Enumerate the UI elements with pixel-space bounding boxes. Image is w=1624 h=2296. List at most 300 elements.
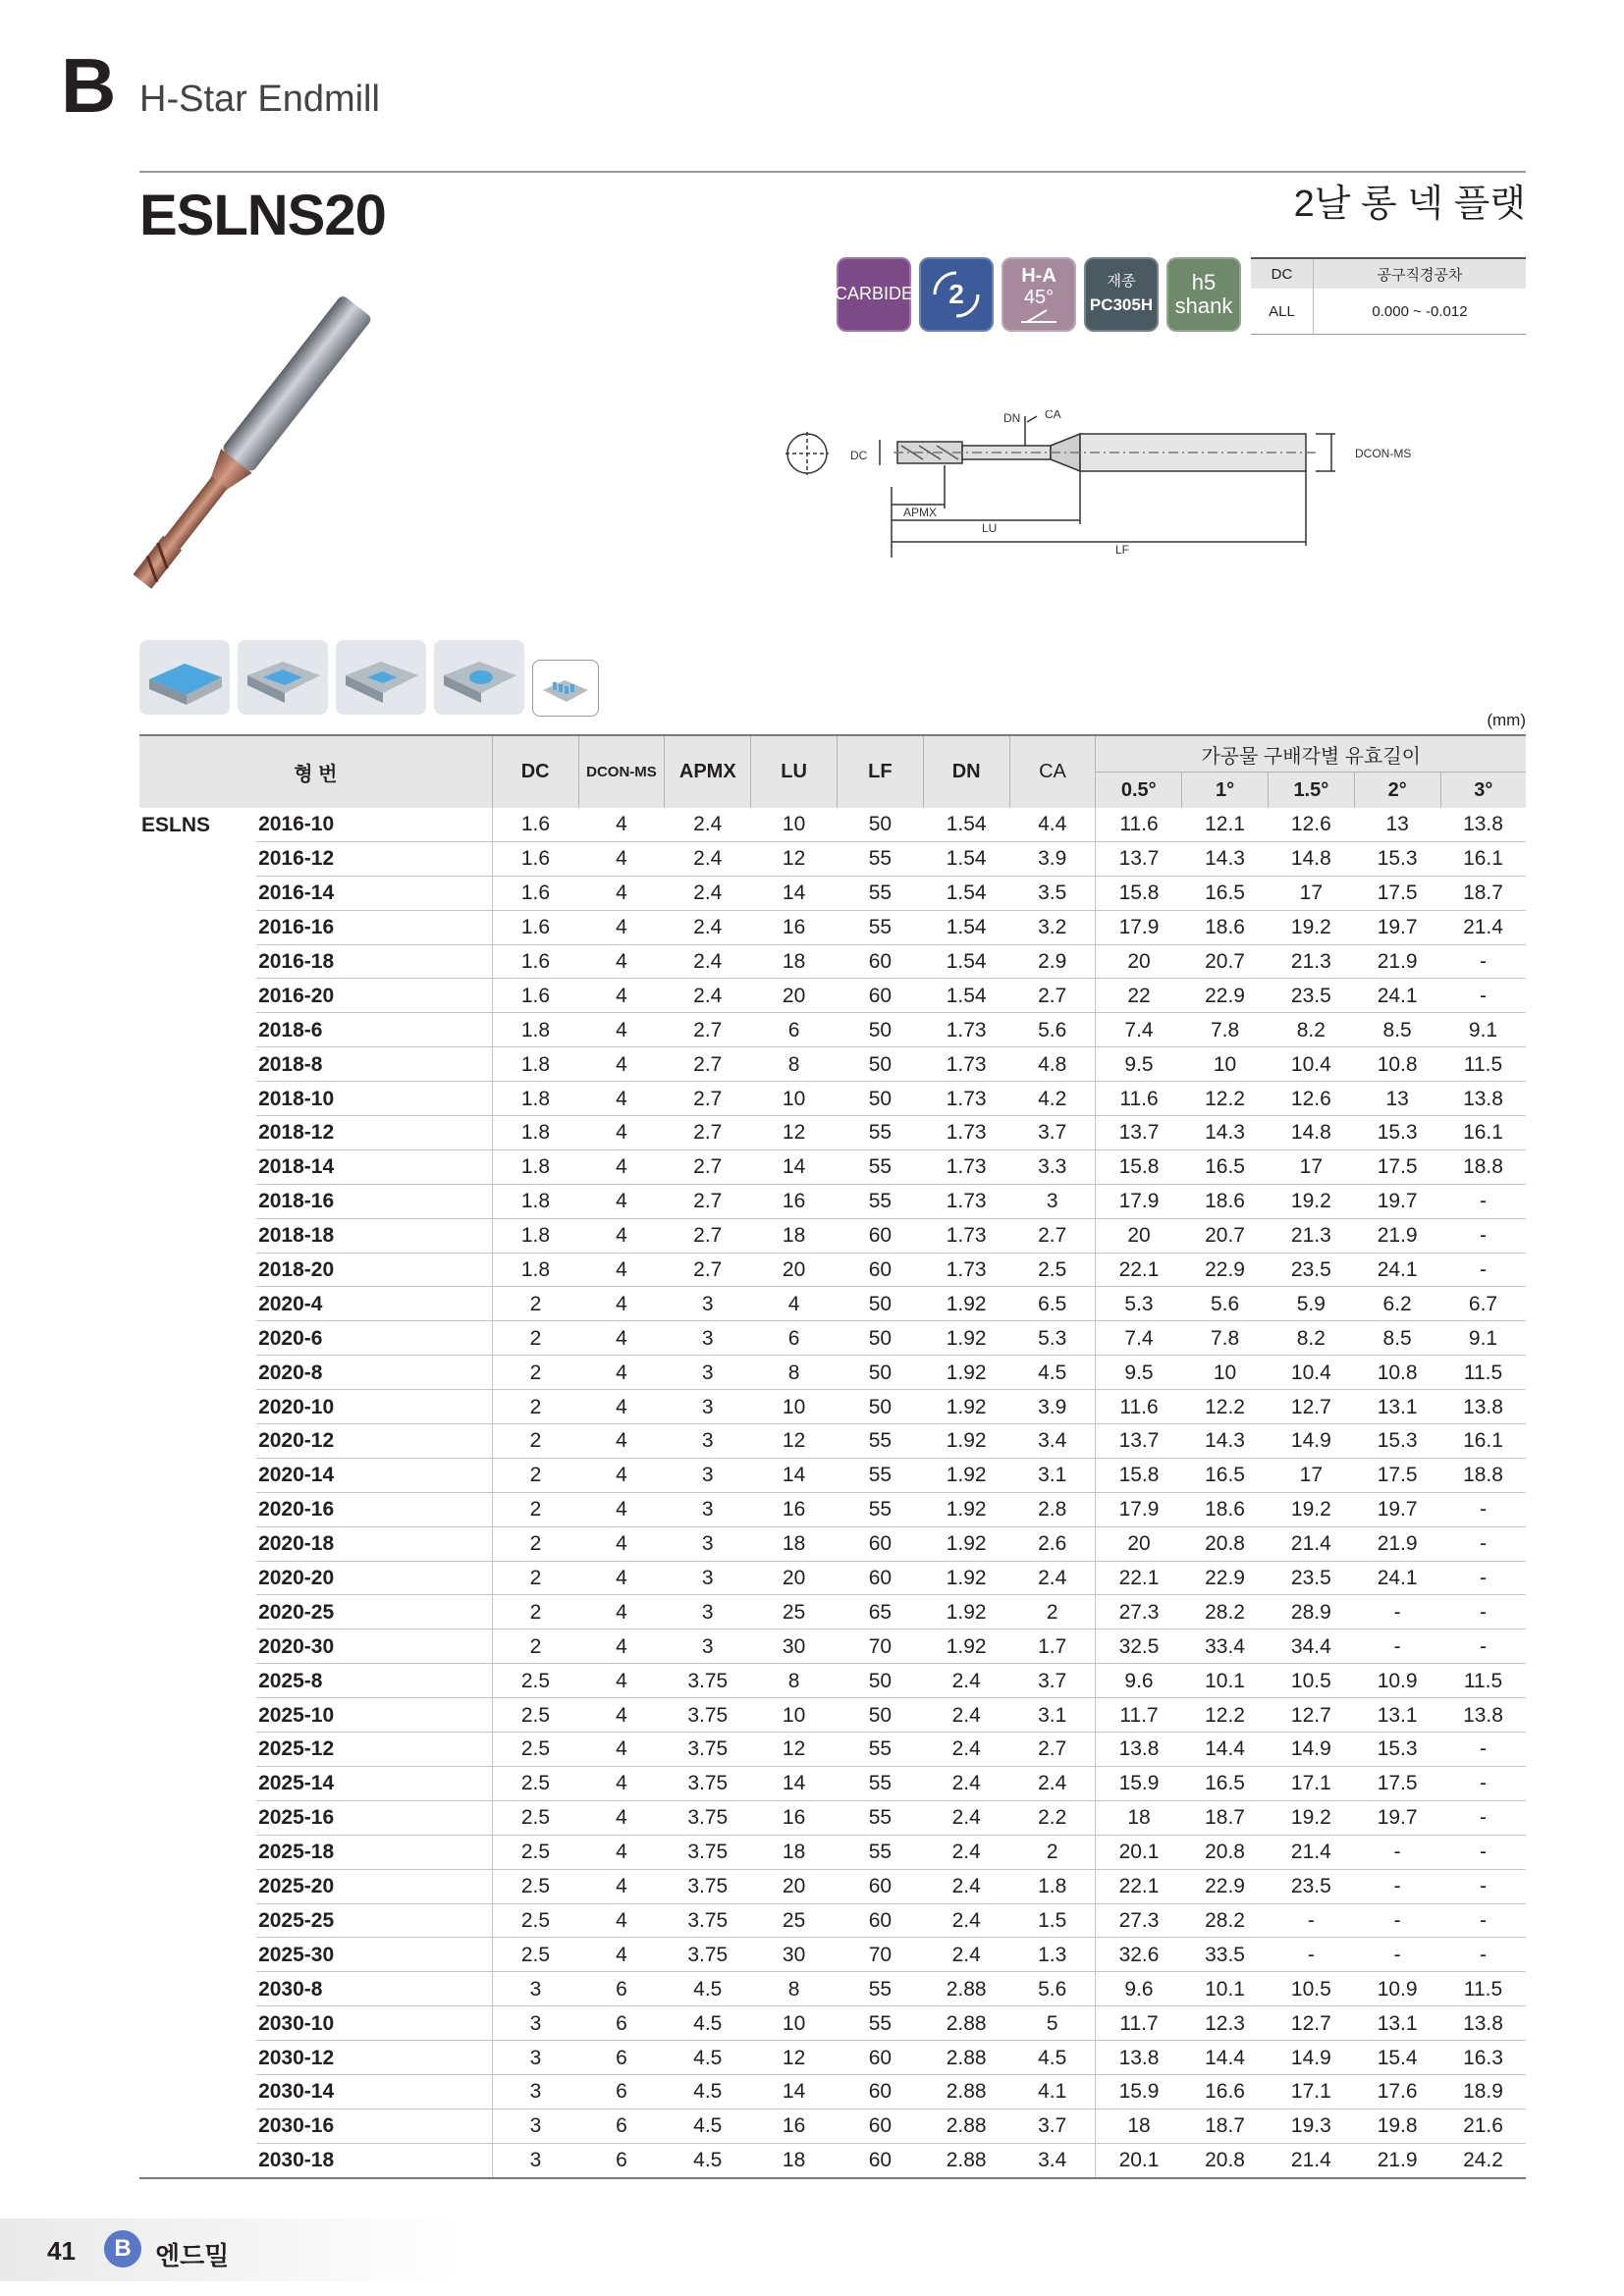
effective-length-cell: 20 [1096, 944, 1182, 979]
lu-cell: 30 [751, 1629, 838, 1664]
effective-length-cell: 21.3 [1268, 944, 1354, 979]
effective-length-cell: - [1440, 1526, 1526, 1561]
table-row [139, 1800, 1526, 1835]
effective-length-cell: 13.1 [1354, 1698, 1440, 1733]
product-subtitle: 2날 롱 넥 플랫 [1293, 184, 1526, 225]
header-divider [139, 171, 1526, 173]
apmx-cell: 3.75 [665, 1903, 751, 1938]
dn-cell: 1.73 [923, 1047, 1009, 1082]
model-cell: 2030-18 [256, 2143, 492, 2177]
dc-cell: 1.8 [492, 1218, 578, 1253]
dn-cell: 2.88 [923, 2006, 1009, 2041]
effective-length-cell: 14.4 [1182, 1733, 1269, 1767]
apmx-cell: 2.7 [665, 1013, 751, 1047]
ca-cell: 3.9 [1009, 1390, 1096, 1424]
effective-length-cell: 13.7 [1096, 1424, 1182, 1459]
table-row [139, 1629, 1526, 1664]
spec-table [139, 734, 1526, 2179]
effective-length-cell: 20 [1096, 1526, 1182, 1561]
dn-cell: 2.88 [923, 2041, 1009, 2075]
effective-length-cell: - [1440, 1938, 1526, 1972]
lf-cell: 60 [837, 2109, 923, 2143]
series-cell [139, 1390, 256, 1424]
effective-length-cell: - [1440, 944, 1526, 979]
lf-cell: 55 [837, 1766, 923, 1800]
apmx-cell: 3 [665, 1287, 751, 1321]
effective-length-cell: 10 [1182, 1047, 1269, 1082]
lu-cell: 25 [751, 1903, 838, 1938]
effective-length-cell: 16.1 [1440, 1424, 1526, 1459]
effective-length-cell: 10 [1182, 1356, 1269, 1390]
series-cell [139, 2143, 256, 2177]
model-cell: 2016-14 [256, 876, 492, 910]
effective-length-cell: 8.2 [1268, 1321, 1354, 1356]
dc-cell: 1.8 [492, 1149, 578, 1184]
dn-cell: 2.4 [923, 1800, 1009, 1835]
spec-table-body [139, 808, 1526, 2178]
effective-length-cell: 14.8 [1268, 1116, 1354, 1150]
apmx-cell: 2.7 [665, 1116, 751, 1150]
effective-length-cell: - [1268, 1938, 1354, 1972]
dc-cell: 2.5 [492, 1903, 578, 1938]
effective-length-cell: 16.5 [1182, 1149, 1269, 1184]
effective-length-cell: 18.7 [1182, 2109, 1269, 2143]
badge-shank-line2: shank [1174, 294, 1233, 318]
dn-cell: 1.54 [923, 841, 1009, 876]
effective-length-cell: 5.9 [1268, 1287, 1354, 1321]
header-lu: LU [751, 735, 838, 808]
effective-length-cell: 19.2 [1268, 910, 1354, 944]
effective-length-cell: 9.5 [1096, 1356, 1182, 1390]
ca-cell: 2.2 [1009, 1800, 1096, 1835]
ca-cell: 2 [1009, 1835, 1096, 1869]
effective-length-cell: 14.3 [1182, 1116, 1269, 1150]
model-cell: 2018-14 [256, 1149, 492, 1184]
lu-cell: 6 [751, 1321, 838, 1356]
dn-cell: 2.4 [923, 1869, 1009, 1903]
lf-cell: 50 [837, 808, 923, 841]
dc-cell: 2 [492, 1321, 578, 1356]
dc-cell: 3 [492, 2041, 578, 2075]
effective-length-cell: 11.5 [1440, 1664, 1526, 1698]
effective-length-cell: - [1354, 1595, 1440, 1629]
dc-cell: 1.8 [492, 1184, 578, 1218]
table-row [139, 2109, 1526, 2143]
effective-length-cell: 16.3 [1440, 2041, 1526, 2075]
effective-length-cell: 13.8 [1440, 2006, 1526, 2041]
apmx-cell: 3 [665, 1595, 751, 1629]
table-row [139, 1492, 1526, 1526]
effective-length-cell: 8.5 [1354, 1013, 1440, 1047]
effective-length-cell: 19.7 [1354, 1800, 1440, 1835]
table-row [139, 979, 1526, 1013]
table-row [139, 1835, 1526, 1869]
effective-length-cell: 15.3 [1354, 841, 1440, 876]
model-cell: 2018-12 [256, 1116, 492, 1150]
table-row [139, 1766, 1526, 1800]
series-cell [139, 1082, 256, 1116]
model-cell: 2020-16 [256, 1492, 492, 1526]
ca-cell: 3.2 [1009, 910, 1096, 944]
dn-cell: 2.88 [923, 2074, 1009, 2109]
lf-cell: 50 [837, 1664, 923, 1698]
apmx-cell: 3 [665, 1526, 751, 1561]
model-cell: 2016-18 [256, 944, 492, 979]
effective-length-cell: 19.7 [1354, 910, 1440, 944]
dn-cell: 2.88 [923, 1972, 1009, 2006]
model-cell: 2020-6 [256, 1321, 492, 1356]
table-row [139, 1561, 1526, 1595]
effective-length-cell: 19.7 [1354, 1492, 1440, 1526]
dcon-cell: 4 [578, 1526, 665, 1561]
effective-length-cell: 22.1 [1096, 1869, 1182, 1903]
effective-length-cell: 14.3 [1182, 1424, 1269, 1459]
effective-length-cell: 22.1 [1096, 1253, 1182, 1287]
lu-cell: 12 [751, 1116, 838, 1150]
lf-cell: 50 [837, 1082, 923, 1116]
effective-length-cell: 18 [1096, 2109, 1182, 2143]
lf-cell: 55 [837, 1424, 923, 1459]
dc-cell: 1.6 [492, 944, 578, 979]
effective-length-cell: 20.8 [1182, 1835, 1269, 1869]
apmx-cell: 4.5 [665, 1972, 751, 2006]
lu-cell: 18 [751, 1218, 838, 1253]
dcon-cell: 4 [578, 1082, 665, 1116]
model-cell: 2018-18 [256, 1218, 492, 1253]
dn-cell: 2.88 [923, 2109, 1009, 2143]
series-cell [139, 1424, 256, 1459]
effective-length-cell: 8.5 [1354, 1321, 1440, 1356]
label-dcon: DCON-MS [1355, 447, 1412, 460]
effective-length-cell: - [1440, 1595, 1526, 1629]
model-cell: 2020-30 [256, 1629, 492, 1664]
effective-length-cell: 13.7 [1096, 1116, 1182, 1150]
lf-cell: 55 [837, 910, 923, 944]
series-cell [139, 1766, 256, 1800]
table-row [139, 876, 1526, 910]
effective-length-cell: 22.9 [1182, 979, 1269, 1013]
ca-cell: 2.7 [1009, 1733, 1096, 1767]
ca-cell: 2.9 [1009, 944, 1096, 979]
dn-cell: 1.92 [923, 1629, 1009, 1664]
dcon-cell: 4 [578, 979, 665, 1013]
model-cell: 2020-20 [256, 1561, 492, 1595]
lu-cell: 6 [751, 1013, 838, 1047]
series-cell [139, 910, 256, 944]
header-effective-length: 가공물 구배각별 유효길이 [1096, 735, 1526, 773]
series-cell [139, 1321, 256, 1356]
lu-cell: 16 [751, 910, 838, 944]
header-angle-1: 1° [1182, 773, 1269, 809]
effective-length-cell: 21.3 [1268, 1218, 1354, 1253]
ca-cell: 2.4 [1009, 1561, 1096, 1595]
effective-length-cell: 20 [1096, 1218, 1182, 1253]
dcon-cell: 4 [578, 1629, 665, 1664]
apmx-cell: 2.7 [665, 1082, 751, 1116]
effective-length-cell: 21.4 [1268, 1526, 1354, 1561]
dcon-cell: 4 [578, 1424, 665, 1459]
effective-length-cell: 11.6 [1096, 1082, 1182, 1116]
effective-length-cell: 17.6 [1354, 2074, 1440, 2109]
label-dn: DN [1003, 411, 1021, 425]
effective-length-cell: 18.6 [1182, 910, 1269, 944]
header-ca: CA [1009, 735, 1096, 808]
header-angle-2: 1.5° [1268, 773, 1354, 809]
dcon-cell: 4 [578, 1356, 665, 1390]
effective-length-cell: 24.1 [1354, 979, 1440, 1013]
effective-length-cell: 19.2 [1268, 1800, 1354, 1835]
dcon-cell: 4 [578, 1458, 665, 1492]
application-helical-icon [434, 640, 524, 715]
dcon-cell: 4 [578, 1149, 665, 1184]
lu-cell: 16 [751, 2109, 838, 2143]
effective-length-cell: 22.9 [1182, 1869, 1269, 1903]
lu-cell: 20 [751, 1869, 838, 1903]
dcon-cell: 4 [578, 841, 665, 876]
lu-cell: 16 [751, 1800, 838, 1835]
effective-length-cell: 28.2 [1182, 1595, 1269, 1629]
series-cell [139, 1184, 256, 1218]
effective-length-cell: 6.7 [1440, 1287, 1526, 1321]
effective-length-cell: - [1440, 1869, 1526, 1903]
apmx-cell: 4.5 [665, 2006, 751, 2041]
table-row [139, 1458, 1526, 1492]
dn-cell: 1.73 [923, 1253, 1009, 1287]
table-row [139, 1356, 1526, 1390]
effective-length-cell: 6.2 [1354, 1287, 1440, 1321]
series-cell [139, 1664, 256, 1698]
series-cell [139, 1149, 256, 1184]
dcon-cell: 4 [578, 1492, 665, 1526]
lu-cell: 12 [751, 841, 838, 876]
table-row [139, 1664, 1526, 1698]
effective-length-cell: 11.6 [1096, 1390, 1182, 1424]
effective-length-cell: 9.6 [1096, 1664, 1182, 1698]
dc-cell: 2.5 [492, 1938, 578, 1972]
badge-flutes-label: 2 [948, 278, 964, 309]
series-cell [139, 1972, 256, 2006]
dc-cell: 1.8 [492, 1253, 578, 1287]
lf-cell: 55 [837, 2006, 923, 2041]
lf-cell: 60 [837, 979, 923, 1013]
effective-length-cell: 13.1 [1354, 2006, 1440, 2041]
lu-cell: 10 [751, 808, 838, 841]
series-cell [139, 1047, 256, 1082]
apmx-cell: 4.5 [665, 2143, 751, 2177]
tolerance-value: 0.000 ~ -0.012 [1313, 289, 1526, 335]
effective-length-cell: 13.8 [1440, 1082, 1526, 1116]
effective-length-cell: - [1268, 1903, 1354, 1938]
effective-length-cell: 33.5 [1182, 1938, 1269, 1972]
header-lf: LF [837, 735, 923, 808]
effective-length-cell: 14.4 [1182, 2041, 1269, 2075]
lu-cell: 20 [751, 1561, 838, 1595]
ca-cell: 1.8 [1009, 1869, 1096, 1903]
effective-length-cell: 27.3 [1096, 1595, 1182, 1629]
effective-length-cell: - [1440, 1629, 1526, 1664]
effective-length-cell: 17.5 [1354, 1149, 1440, 1184]
lf-cell: 55 [837, 1733, 923, 1767]
lf-cell: 55 [837, 1800, 923, 1835]
table-row [139, 1938, 1526, 1972]
table-row [139, 1082, 1526, 1116]
lf-cell: 65 [837, 1595, 923, 1629]
dn-cell: 1.92 [923, 1595, 1009, 1629]
model-cell: 2020-4 [256, 1287, 492, 1321]
dcon-cell: 4 [578, 1800, 665, 1835]
effective-length-cell: 17.1 [1268, 1766, 1354, 1800]
apmx-cell: 3 [665, 1492, 751, 1526]
dc-cell: 1.6 [492, 841, 578, 876]
lu-cell: 10 [751, 1698, 838, 1733]
ca-cell: 2.8 [1009, 1492, 1096, 1526]
effective-length-cell: - [1440, 1218, 1526, 1253]
apmx-cell: 2.4 [665, 979, 751, 1013]
lf-cell: 50 [837, 1356, 923, 1390]
tool-photo [134, 277, 585, 630]
dc-cell: 2 [492, 1424, 578, 1459]
badge-carbide-label: CARBIDE [835, 284, 914, 304]
effective-length-cell: 8.2 [1268, 1013, 1354, 1047]
ca-cell: 1.7 [1009, 1629, 1096, 1664]
dn-cell: 1.73 [923, 1218, 1009, 1253]
effective-length-cell: - [1440, 1253, 1526, 1287]
series-cell [139, 2109, 256, 2143]
effective-length-cell: 9.5 [1096, 1047, 1182, 1082]
effective-length-cell: - [1354, 1835, 1440, 1869]
label-ca: CA [1045, 410, 1061, 421]
apmx-cell: 3 [665, 1561, 751, 1595]
dn-cell: 2.88 [923, 2143, 1009, 2177]
series-cell [139, 944, 256, 979]
dc-cell: 3 [492, 2006, 578, 2041]
apmx-cell: 3 [665, 1458, 751, 1492]
effective-length-cell: 18 [1096, 1800, 1182, 1835]
dn-cell: 1.92 [923, 1561, 1009, 1595]
effective-length-cell: 13.8 [1440, 1698, 1526, 1733]
effective-length-cell: 10.9 [1354, 1664, 1440, 1698]
lf-cell: 60 [837, 1526, 923, 1561]
table-row [139, 1184, 1526, 1218]
series-cell [139, 2074, 256, 2109]
dn-cell: 1.92 [923, 1321, 1009, 1356]
dc-cell: 2 [492, 1287, 578, 1321]
effective-length-cell: 18.7 [1440, 876, 1526, 910]
apmx-cell: 3 [665, 1390, 751, 1424]
effective-length-cell: 11.7 [1096, 2006, 1182, 2041]
badge-grade-line2: PC305H [1089, 294, 1154, 314]
dn-cell: 1.54 [923, 876, 1009, 910]
effective-length-cell: 14.9 [1268, 1424, 1354, 1459]
model-cell: 2016-16 [256, 910, 492, 944]
ca-cell: 2.7 [1009, 979, 1096, 1013]
label-dc: DC [850, 449, 868, 462]
apmx-cell: 2.4 [665, 876, 751, 910]
effective-length-cell: 22.9 [1182, 1561, 1269, 1595]
label-lu: LU [982, 521, 998, 535]
effective-length-cell: 13.8 [1440, 808, 1526, 841]
series-cell [139, 1356, 256, 1390]
lf-cell: 70 [837, 1629, 923, 1664]
table-row [139, 1013, 1526, 1047]
lu-cell: 8 [751, 1356, 838, 1390]
dn-cell: 2.4 [923, 1938, 1009, 1972]
effective-length-cell: 12.3 [1182, 2006, 1269, 2041]
effective-length-cell: 7.4 [1096, 1321, 1182, 1356]
lu-cell: 14 [751, 1458, 838, 1492]
label-lf: LF [1115, 543, 1130, 557]
product-code: ESLNS20 [139, 184, 386, 247]
header-dc: DC [492, 735, 578, 808]
lu-cell: 12 [751, 1733, 838, 1767]
effective-length-cell: 20.7 [1182, 1218, 1269, 1253]
lf-cell: 60 [837, 1903, 923, 1938]
badge-helix-angle [1001, 257, 1076, 332]
effective-length-cell: 33.4 [1182, 1629, 1269, 1664]
model-cell: 2025-25 [256, 1903, 492, 1938]
dcon-cell: 4 [578, 1047, 665, 1082]
model-cell: 2025-10 [256, 1698, 492, 1733]
dcon-cell: 4 [578, 1013, 665, 1047]
dc-cell: 1.8 [492, 1116, 578, 1150]
effective-length-cell: 32.6 [1096, 1938, 1182, 1972]
apmx-cell: 3.75 [665, 1733, 751, 1767]
dn-cell: 1.73 [923, 1184, 1009, 1218]
ca-cell: 6.5 [1009, 1287, 1096, 1321]
footer-section-badge: B [104, 2230, 141, 2268]
ca-cell: 4.8 [1009, 1047, 1096, 1082]
table-row [139, 1869, 1526, 1903]
model-cell: 2018-20 [256, 1253, 492, 1287]
table-row [139, 1047, 1526, 1082]
effective-length-cell: 11.5 [1440, 1047, 1526, 1082]
dcon-cell: 4 [578, 1116, 665, 1150]
effective-length-cell: - [1440, 979, 1526, 1013]
model-cell: 2030-14 [256, 2074, 492, 2109]
dn-cell: 1.92 [923, 1390, 1009, 1424]
effective-length-cell: 21.9 [1354, 944, 1440, 979]
model-cell: 2030-12 [256, 2041, 492, 2075]
series-cell [139, 1492, 256, 1526]
effective-length-cell: 19.8 [1354, 2109, 1440, 2143]
effective-length-cell: 15.3 [1354, 1116, 1440, 1150]
series-cell [139, 2041, 256, 2075]
effective-length-cell: - [1440, 1492, 1526, 1526]
effective-length-cell: 10.4 [1268, 1047, 1354, 1082]
table-row [139, 1253, 1526, 1287]
series-cell [139, 876, 256, 910]
apmx-cell: 3.75 [665, 1938, 751, 1972]
ca-cell: 4.1 [1009, 2074, 1096, 2109]
dcon-cell: 4 [578, 1253, 665, 1287]
badge-shank-line1: h5 [1191, 269, 1217, 294]
effective-length-cell: 22.9 [1182, 1253, 1269, 1287]
effective-length-cell: 27.3 [1096, 1903, 1182, 1938]
table-row [139, 1903, 1526, 1938]
table-row [139, 1526, 1526, 1561]
apmx-cell: 2.4 [665, 944, 751, 979]
effective-length-cell: 22 [1096, 979, 1182, 1013]
dn-cell: 2.4 [923, 1733, 1009, 1767]
table-row [139, 1321, 1526, 1356]
ca-cell: 3 [1009, 1184, 1096, 1218]
effective-length-cell: 17.9 [1096, 1184, 1182, 1218]
dc-cell: 3 [492, 1972, 578, 2006]
ca-cell: 5.6 [1009, 1972, 1096, 2006]
lf-cell: 60 [837, 1253, 923, 1287]
series-cell [139, 1869, 256, 1903]
header-angle-3: 2° [1354, 773, 1440, 809]
